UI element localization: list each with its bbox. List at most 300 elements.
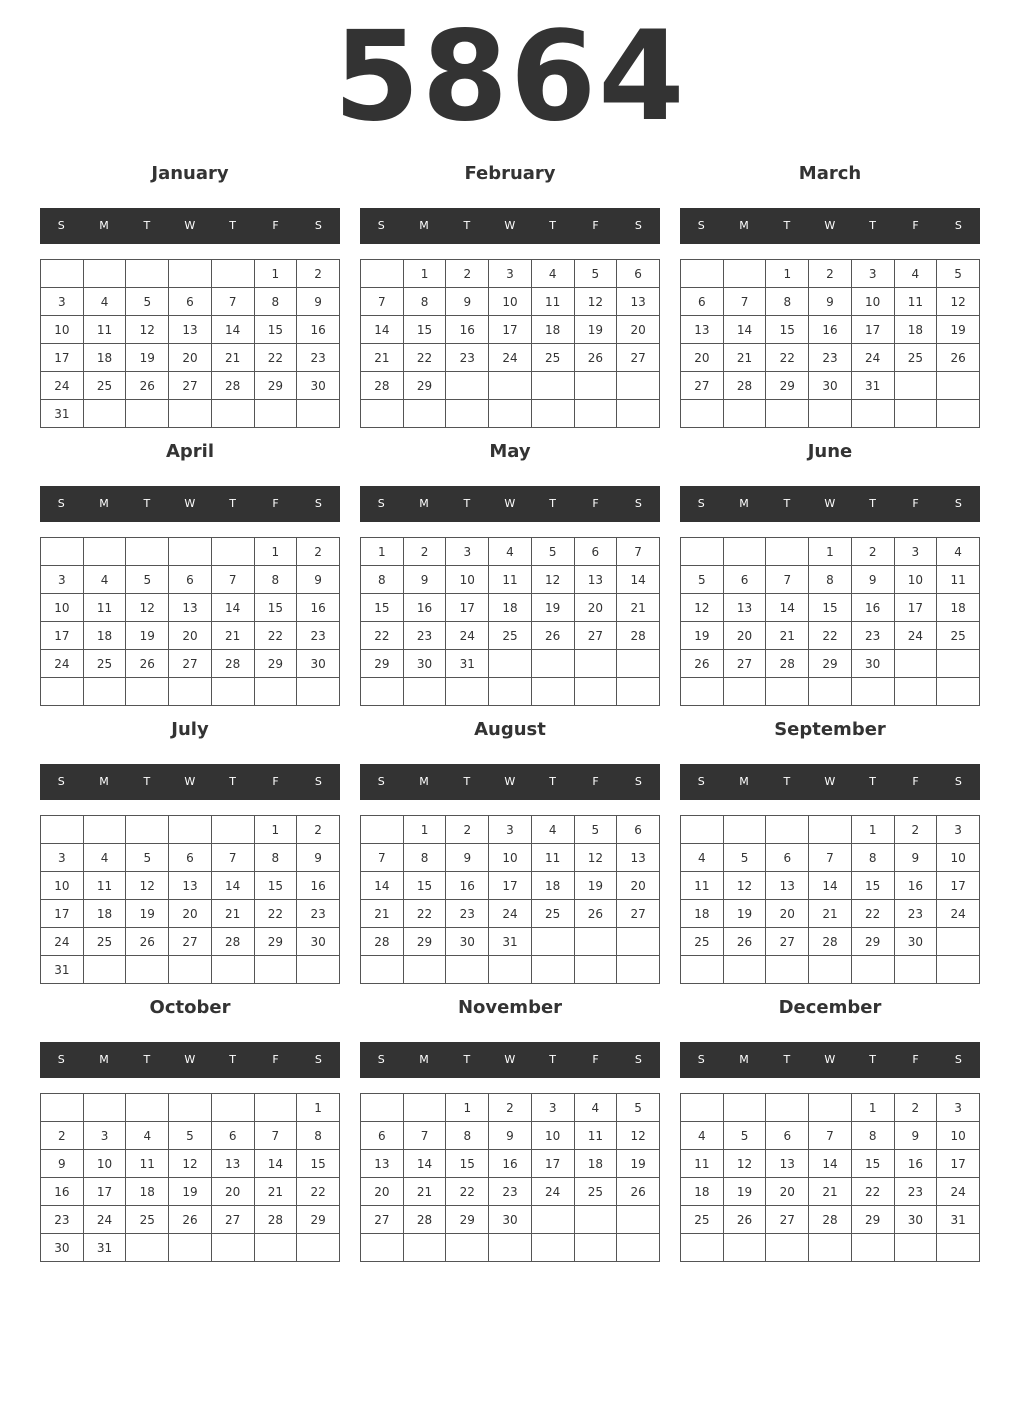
day-cell bbox=[361, 678, 404, 706]
day-cell: 7 bbox=[617, 538, 660, 566]
day-cell: 17 bbox=[531, 1150, 574, 1178]
day-cell: 11 bbox=[489, 566, 532, 594]
day-cell bbox=[894, 956, 937, 984]
day-cell: 21 bbox=[617, 594, 660, 622]
day-cell bbox=[489, 1234, 532, 1262]
month-title: June bbox=[807, 441, 853, 462]
day-cell bbox=[446, 678, 489, 706]
day-cell: 7 bbox=[211, 288, 254, 316]
day-cell: 17 bbox=[83, 1178, 126, 1206]
day-cell: 28 bbox=[809, 1206, 852, 1234]
day-cell: 5 bbox=[723, 844, 766, 872]
week-row bbox=[681, 260, 980, 288]
day-cell: 11 bbox=[83, 872, 126, 900]
weekday-header bbox=[680, 486, 980, 522]
day-cell: 26 bbox=[531, 622, 574, 650]
weekday-label: F bbox=[592, 775, 600, 788]
day-cell: 16 bbox=[446, 872, 489, 900]
day-cell: 1 bbox=[297, 1094, 340, 1122]
day-cell: 26 bbox=[937, 344, 980, 372]
day-cell: 27 bbox=[617, 900, 660, 928]
month-title: August bbox=[474, 719, 546, 740]
weekday-label: T bbox=[143, 219, 151, 232]
day-cell: 20 bbox=[617, 872, 660, 900]
weekday-label: W bbox=[504, 775, 516, 788]
weekday-label: S bbox=[377, 219, 386, 232]
week-row bbox=[681, 900, 980, 928]
day-cell bbox=[126, 816, 169, 844]
day-cell: 18 bbox=[531, 316, 574, 344]
day-cell bbox=[894, 400, 937, 428]
day-cell: 25 bbox=[531, 344, 574, 372]
week-row bbox=[41, 1206, 340, 1234]
day-cell: 4 bbox=[83, 844, 126, 872]
day-cell bbox=[361, 1094, 404, 1122]
day-cell: 4 bbox=[574, 1094, 617, 1122]
day-cell bbox=[446, 372, 489, 400]
day-cell: 27 bbox=[681, 372, 724, 400]
day-cell: 27 bbox=[617, 344, 660, 372]
weekday-header bbox=[40, 208, 340, 244]
day-cell: 30 bbox=[851, 650, 894, 678]
day-cell bbox=[937, 400, 980, 428]
day-cell: 18 bbox=[531, 872, 574, 900]
day-cell: 23 bbox=[446, 344, 489, 372]
day-cell: 1 bbox=[851, 1094, 894, 1122]
weekday-label: F bbox=[912, 497, 920, 510]
week-row bbox=[41, 538, 340, 566]
day-cell: 22 bbox=[297, 1178, 340, 1206]
month-title: February bbox=[464, 163, 556, 184]
day-cell: 21 bbox=[211, 622, 254, 650]
day-cell: 15 bbox=[254, 594, 297, 622]
day-cell: 2 bbox=[446, 260, 489, 288]
day-cell bbox=[254, 1234, 297, 1262]
day-cell bbox=[574, 1234, 617, 1262]
day-cell: 16 bbox=[809, 316, 852, 344]
day-cell: 13 bbox=[169, 316, 212, 344]
weekday-header bbox=[680, 1042, 980, 1078]
weekday-label: S bbox=[314, 497, 323, 510]
weekday-label: S bbox=[314, 219, 323, 232]
weekday-label: S bbox=[314, 1053, 323, 1066]
weekday-header bbox=[40, 1042, 340, 1078]
month-title: July bbox=[171, 719, 209, 740]
day-cell: 21 bbox=[723, 344, 766, 372]
weekday-label: S bbox=[697, 775, 706, 788]
day-cell: 27 bbox=[766, 928, 809, 956]
day-cell: 5 bbox=[937, 260, 980, 288]
day-cell bbox=[937, 956, 980, 984]
day-cell bbox=[41, 816, 84, 844]
weekday-label: T bbox=[143, 775, 151, 788]
weekday-label: W bbox=[504, 219, 516, 232]
day-cell: 7 bbox=[211, 566, 254, 594]
day-cell bbox=[361, 260, 404, 288]
weekday-label: S bbox=[697, 219, 706, 232]
day-cell: 26 bbox=[126, 372, 169, 400]
week-row bbox=[681, 1122, 980, 1150]
day-cell: 1 bbox=[403, 260, 446, 288]
day-cell bbox=[83, 400, 126, 428]
day-cell: 6 bbox=[766, 844, 809, 872]
day-cell: 10 bbox=[894, 566, 937, 594]
day-cell: 31 bbox=[489, 928, 532, 956]
day-cell: 24 bbox=[41, 928, 84, 956]
day-cell: 3 bbox=[531, 1094, 574, 1122]
day-cell: 23 bbox=[403, 622, 446, 650]
day-cell: 3 bbox=[41, 844, 84, 872]
day-cell: 2 bbox=[297, 260, 340, 288]
week-row bbox=[681, 372, 980, 400]
week-row bbox=[41, 288, 340, 316]
weekday-label: T bbox=[869, 219, 877, 232]
day-cell bbox=[169, 538, 212, 566]
day-cell: 17 bbox=[41, 622, 84, 650]
day-cell: 9 bbox=[851, 566, 894, 594]
weekday-label: W bbox=[184, 775, 196, 788]
day-cell: 13 bbox=[723, 594, 766, 622]
weekday-label: T bbox=[549, 775, 557, 788]
day-cell: 3 bbox=[41, 288, 84, 316]
week-row bbox=[41, 372, 340, 400]
day-cell: 15 bbox=[254, 872, 297, 900]
week-row bbox=[41, 678, 340, 706]
week-row bbox=[681, 622, 980, 650]
week-row bbox=[41, 650, 340, 678]
day-cell bbox=[126, 956, 169, 984]
week-row bbox=[681, 1094, 980, 1122]
weekday-label: T bbox=[869, 775, 877, 788]
weekday-label: M bbox=[739, 497, 750, 510]
day-cell: 5 bbox=[574, 816, 617, 844]
day-cell bbox=[574, 372, 617, 400]
day-cell: 18 bbox=[489, 594, 532, 622]
day-cell: 22 bbox=[851, 1178, 894, 1206]
day-cell: 13 bbox=[617, 288, 660, 316]
day-cell bbox=[297, 956, 340, 984]
day-cell bbox=[766, 678, 809, 706]
day-cell: 15 bbox=[297, 1150, 340, 1178]
day-cell: 29 bbox=[403, 372, 446, 400]
day-cell: 9 bbox=[297, 844, 340, 872]
day-cell: 9 bbox=[894, 1122, 937, 1150]
day-cell: 22 bbox=[254, 900, 297, 928]
day-cell: 24 bbox=[446, 622, 489, 650]
day-cell: 27 bbox=[169, 650, 212, 678]
week-row bbox=[41, 344, 340, 372]
day-cell: 9 bbox=[403, 566, 446, 594]
day-cell bbox=[617, 400, 660, 428]
week-row bbox=[41, 872, 340, 900]
day-cell: 7 bbox=[361, 844, 404, 872]
day-cell: 10 bbox=[446, 566, 489, 594]
day-cell bbox=[851, 400, 894, 428]
month-title: October bbox=[149, 997, 231, 1018]
day-cell: 25 bbox=[531, 900, 574, 928]
week-row bbox=[681, 594, 980, 622]
week-row bbox=[361, 1094, 660, 1122]
day-cell: 29 bbox=[254, 928, 297, 956]
day-cell: 30 bbox=[297, 650, 340, 678]
day-cell: 10 bbox=[851, 288, 894, 316]
day-cell: 5 bbox=[574, 260, 617, 288]
week-row bbox=[361, 956, 660, 984]
weekday-label: W bbox=[184, 497, 196, 510]
day-cell: 17 bbox=[446, 594, 489, 622]
day-cell: 19 bbox=[723, 900, 766, 928]
day-cell bbox=[681, 1094, 724, 1122]
day-cell: 29 bbox=[851, 928, 894, 956]
day-cell bbox=[617, 372, 660, 400]
day-cell: 13 bbox=[211, 1150, 254, 1178]
day-cell: 28 bbox=[211, 650, 254, 678]
month-title: September bbox=[774, 719, 886, 740]
day-cell: 23 bbox=[446, 900, 489, 928]
day-cell bbox=[169, 400, 212, 428]
day-cell: 5 bbox=[531, 538, 574, 566]
day-cell: 24 bbox=[937, 900, 980, 928]
weekday-label: F bbox=[912, 775, 920, 788]
day-cell bbox=[83, 260, 126, 288]
weekday-label: S bbox=[954, 497, 963, 510]
week-row bbox=[41, 816, 340, 844]
day-cell bbox=[937, 1234, 980, 1262]
day-cell: 9 bbox=[809, 288, 852, 316]
day-cell: 6 bbox=[361, 1122, 404, 1150]
day-cell: 16 bbox=[297, 316, 340, 344]
day-cell bbox=[723, 1094, 766, 1122]
day-cell bbox=[766, 956, 809, 984]
day-cell: 14 bbox=[361, 316, 404, 344]
day-cell: 9 bbox=[446, 844, 489, 872]
weekday-label: T bbox=[549, 219, 557, 232]
day-cell: 15 bbox=[403, 316, 446, 344]
day-cell: 14 bbox=[723, 316, 766, 344]
day-cell: 8 bbox=[254, 566, 297, 594]
day-cell: 15 bbox=[766, 316, 809, 344]
day-grid bbox=[360, 815, 660, 984]
day-cell bbox=[851, 678, 894, 706]
day-cell: 11 bbox=[681, 1150, 724, 1178]
week-row bbox=[361, 650, 660, 678]
day-cell bbox=[489, 400, 532, 428]
week-row bbox=[681, 1178, 980, 1206]
day-cell: 18 bbox=[937, 594, 980, 622]
day-cell: 6 bbox=[574, 538, 617, 566]
day-cell: 3 bbox=[894, 538, 937, 566]
day-cell: 14 bbox=[809, 872, 852, 900]
weekday-label: F bbox=[592, 497, 600, 510]
day-cell: 19 bbox=[126, 622, 169, 650]
day-cell: 2 bbox=[297, 816, 340, 844]
day-cell bbox=[446, 1234, 489, 1262]
day-cell bbox=[617, 678, 660, 706]
day-cell: 26 bbox=[574, 900, 617, 928]
day-cell: 11 bbox=[83, 594, 126, 622]
day-cell bbox=[489, 678, 532, 706]
day-cell: 13 bbox=[574, 566, 617, 594]
day-cell: 25 bbox=[126, 1206, 169, 1234]
day-cell: 14 bbox=[254, 1150, 297, 1178]
day-cell bbox=[126, 1094, 169, 1122]
weekday-label: T bbox=[143, 1053, 151, 1066]
day-cell bbox=[574, 400, 617, 428]
day-cell bbox=[41, 678, 84, 706]
day-cell: 11 bbox=[937, 566, 980, 594]
week-row bbox=[41, 260, 340, 288]
day-cell bbox=[41, 260, 84, 288]
day-cell: 26 bbox=[169, 1206, 212, 1234]
week-row bbox=[681, 678, 980, 706]
day-cell: 7 bbox=[809, 844, 852, 872]
weekday-label: F bbox=[912, 219, 920, 232]
day-cell: 21 bbox=[809, 900, 852, 928]
day-cell: 27 bbox=[723, 650, 766, 678]
day-cell: 30 bbox=[489, 1206, 532, 1234]
day-cell bbox=[531, 1206, 574, 1234]
month-title: November bbox=[457, 997, 563, 1018]
day-cell: 25 bbox=[937, 622, 980, 650]
weekday-label: S bbox=[57, 1053, 66, 1066]
day-cell: 2 bbox=[894, 816, 937, 844]
day-cell: 7 bbox=[809, 1122, 852, 1150]
weekday-label: S bbox=[954, 219, 963, 232]
day-cell bbox=[211, 678, 254, 706]
month-title: April bbox=[165, 441, 215, 462]
day-cell: 22 bbox=[446, 1178, 489, 1206]
day-cell: 27 bbox=[169, 928, 212, 956]
weekday-label: S bbox=[634, 1053, 643, 1066]
day-cell bbox=[574, 928, 617, 956]
day-cell: 21 bbox=[403, 1178, 446, 1206]
day-cell bbox=[574, 678, 617, 706]
day-cell bbox=[297, 400, 340, 428]
week-row bbox=[681, 650, 980, 678]
day-cell: 10 bbox=[41, 594, 84, 622]
day-cell: 19 bbox=[937, 316, 980, 344]
day-cell: 21 bbox=[809, 1178, 852, 1206]
week-row bbox=[361, 372, 660, 400]
day-cell: 23 bbox=[894, 1178, 937, 1206]
weekday-label: T bbox=[783, 219, 791, 232]
weekday-label: M bbox=[739, 219, 750, 232]
day-cell: 4 bbox=[937, 538, 980, 566]
day-cell: 16 bbox=[851, 594, 894, 622]
day-cell bbox=[851, 1234, 894, 1262]
weekday-header bbox=[680, 208, 980, 244]
day-cell bbox=[531, 956, 574, 984]
day-cell: 25 bbox=[574, 1178, 617, 1206]
day-cell: 9 bbox=[446, 288, 489, 316]
day-cell: 11 bbox=[894, 288, 937, 316]
day-cell: 28 bbox=[723, 372, 766, 400]
day-cell: 15 bbox=[403, 872, 446, 900]
day-cell bbox=[766, 1234, 809, 1262]
day-cell: 24 bbox=[531, 1178, 574, 1206]
day-cell bbox=[211, 816, 254, 844]
day-cell: 22 bbox=[809, 622, 852, 650]
day-cell: 22 bbox=[254, 622, 297, 650]
day-cell bbox=[169, 678, 212, 706]
weekday-header bbox=[40, 486, 340, 522]
day-cell bbox=[937, 372, 980, 400]
day-cell bbox=[211, 1094, 254, 1122]
week-row bbox=[681, 566, 980, 594]
weekday-label: S bbox=[57, 497, 66, 510]
day-cell bbox=[403, 956, 446, 984]
day-cell bbox=[83, 956, 126, 984]
day-cell: 10 bbox=[41, 872, 84, 900]
day-cell: 18 bbox=[83, 900, 126, 928]
day-cell bbox=[894, 678, 937, 706]
week-row bbox=[361, 900, 660, 928]
day-cell: 16 bbox=[403, 594, 446, 622]
day-cell bbox=[254, 400, 297, 428]
week-row bbox=[41, 928, 340, 956]
day-cell: 29 bbox=[851, 1206, 894, 1234]
day-cell bbox=[617, 956, 660, 984]
day-cell: 17 bbox=[937, 1150, 980, 1178]
day-cell: 30 bbox=[894, 928, 937, 956]
day-cell: 30 bbox=[809, 372, 852, 400]
day-cell: 28 bbox=[361, 372, 404, 400]
weekday-label: M bbox=[99, 219, 110, 232]
weekday-label: S bbox=[634, 497, 643, 510]
day-cell: 4 bbox=[531, 260, 574, 288]
weekday-label: T bbox=[463, 775, 471, 788]
week-row bbox=[361, 816, 660, 844]
day-cell: 5 bbox=[681, 566, 724, 594]
day-cell bbox=[446, 956, 489, 984]
day-cell bbox=[766, 538, 809, 566]
day-cell: 19 bbox=[723, 1178, 766, 1206]
day-cell: 5 bbox=[126, 844, 169, 872]
day-cell: 20 bbox=[361, 1178, 404, 1206]
day-cell: 1 bbox=[254, 538, 297, 566]
day-cell: 10 bbox=[83, 1150, 126, 1178]
day-cell bbox=[361, 1234, 404, 1262]
day-cell: 4 bbox=[83, 288, 126, 316]
weekday-label: T bbox=[463, 1053, 471, 1066]
day-cell: 29 bbox=[254, 372, 297, 400]
month-title: May bbox=[489, 441, 531, 462]
day-cell bbox=[169, 816, 212, 844]
weekday-label: T bbox=[549, 1053, 557, 1066]
day-cell bbox=[126, 1234, 169, 1262]
weekday-label: M bbox=[99, 775, 110, 788]
day-cell: 6 bbox=[169, 288, 212, 316]
day-cell: 30 bbox=[403, 650, 446, 678]
week-row bbox=[361, 678, 660, 706]
day-cell: 11 bbox=[681, 872, 724, 900]
day-cell bbox=[681, 678, 724, 706]
day-cell: 17 bbox=[41, 344, 84, 372]
day-cell: 25 bbox=[83, 928, 126, 956]
day-cell: 28 bbox=[211, 928, 254, 956]
day-cell bbox=[766, 816, 809, 844]
day-cell: 4 bbox=[894, 260, 937, 288]
day-cell: 18 bbox=[83, 622, 126, 650]
weekday-label: F bbox=[272, 497, 280, 510]
week-row bbox=[361, 594, 660, 622]
day-cell: 4 bbox=[531, 816, 574, 844]
day-grid bbox=[40, 815, 340, 984]
weekday-label: W bbox=[504, 497, 516, 510]
day-cell bbox=[617, 928, 660, 956]
weekday-label: S bbox=[377, 775, 386, 788]
day-cell: 14 bbox=[617, 566, 660, 594]
